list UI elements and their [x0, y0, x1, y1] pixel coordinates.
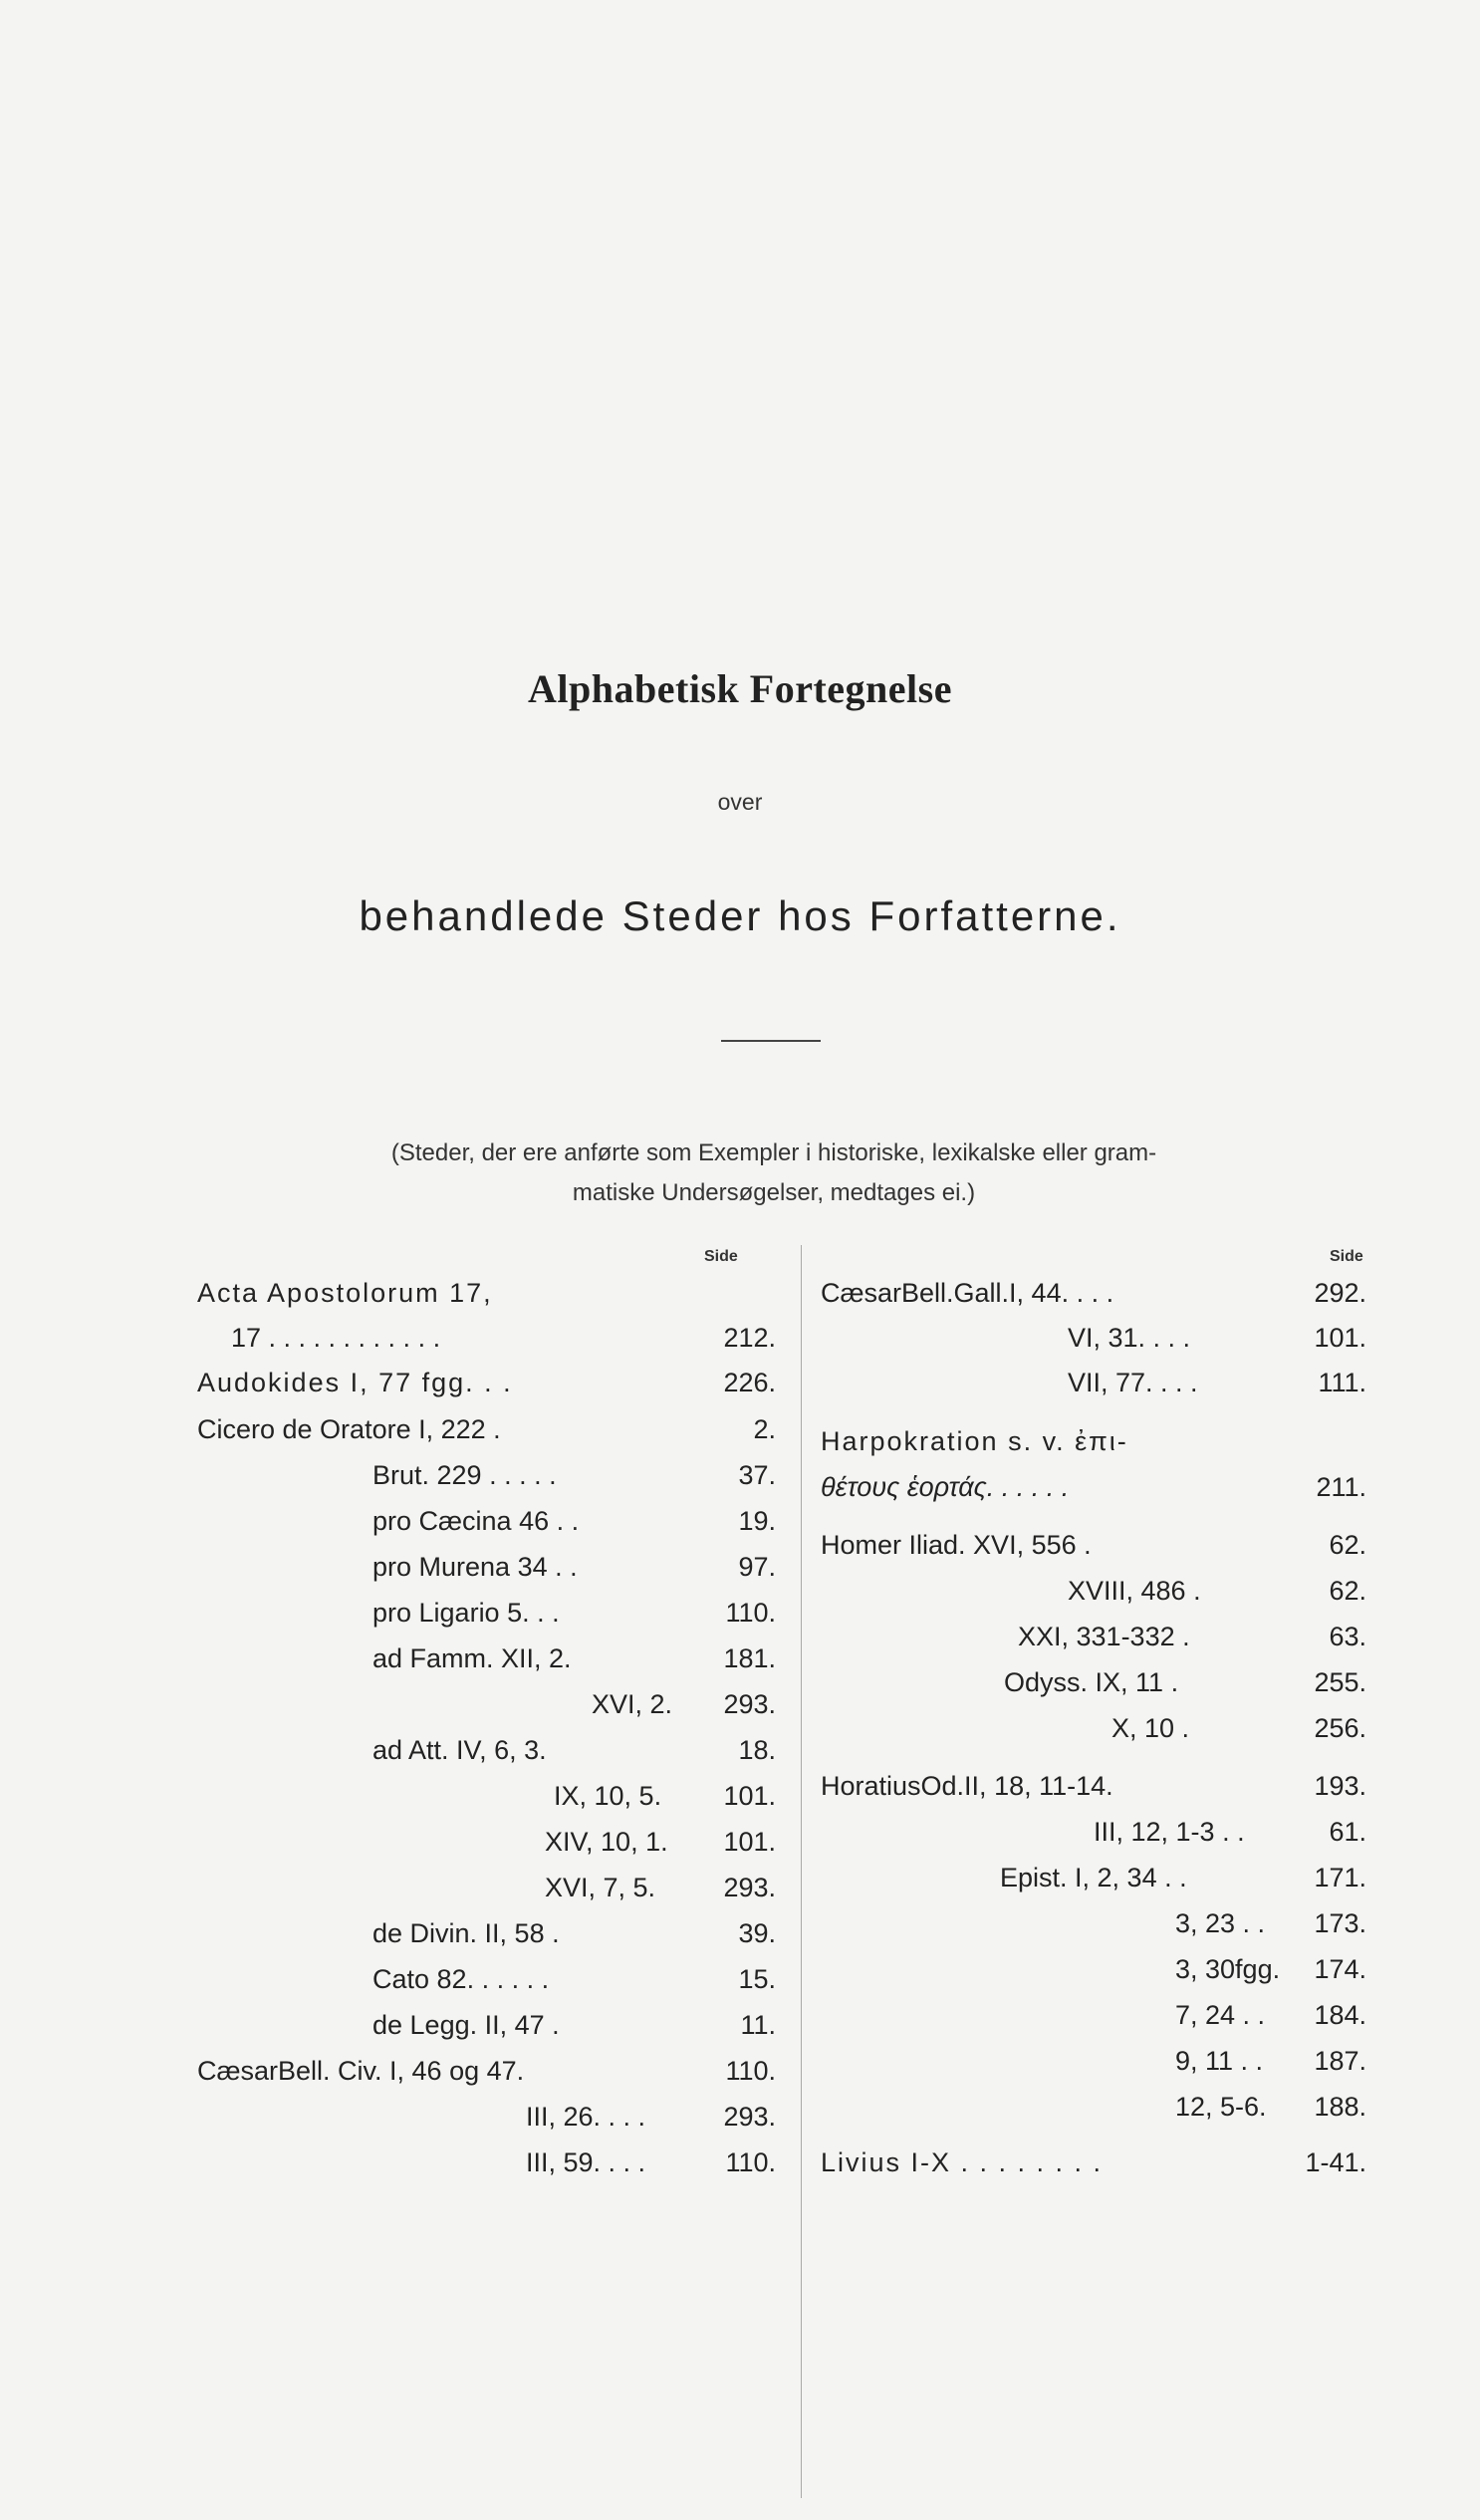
index-entry-text: III, 12, 1-3 . . — [1094, 1817, 1245, 1847]
index-entry-text: CæsarBell.Gall.I, 44. . . . — [821, 1278, 1114, 1308]
index-entry-page: 1-41. — [1305, 2147, 1366, 2177]
index-entry-text: III, 26. . . . — [526, 2102, 646, 2132]
title-divider — [721, 1040, 821, 1042]
index-entry-text: pro Ligario 5. . . — [372, 1598, 560, 1628]
index-entry-page: 15. — [738, 1964, 776, 1994]
index-entry-text: III, 59. . . . — [526, 2147, 646, 2177]
index-entry-text: Brut. 229 . . . . . — [372, 1460, 557, 1490]
index-entry-text: Livius I-X . . . . . . . . — [821, 2147, 1104, 2177]
index-entry-page: 63. — [1329, 1622, 1366, 1651]
index-entry-text: Harpokration s. v. ἐπι- — [821, 1426, 1128, 1456]
index-entry-page: 110. — [725, 2056, 776, 2086]
introductory-note — [211, 1134, 1337, 1213]
page-title: Alphabetisk Fortegnelse — [528, 666, 952, 711]
index-entry-text: IX, 10, 5. — [554, 1781, 662, 1811]
index-entry-page: 11. — [740, 2010, 776, 2040]
index-entry-text: HoratiusOd.II, 18, 11-14. — [821, 1771, 1113, 1801]
index-entry-text: Acta Apostolorum 17, — [197, 1278, 493, 1308]
index-entry-text: pro Murena 34 . . — [372, 1552, 578, 1582]
index-entry-text: XVI, 2. — [592, 1689, 673, 1719]
index-entry-text: ad Famm. XII, 2. — [372, 1643, 572, 1673]
index-entry-page: 19. — [738, 1506, 776, 1536]
index-entry-text: de Divin. II, 58 . — [372, 1918, 560, 1948]
index-entry-page: 101. — [723, 1781, 776, 1811]
note-line-2: matiske Undersøgelser, medtages ei.) — [572, 1179, 976, 1206]
index-entry-page: 255. — [1314, 1667, 1366, 1697]
index-entry-page: 101. — [723, 1827, 776, 1857]
index-entry-text: ad Att. IV, 6, 3. — [372, 1735, 547, 1765]
index-entry-page: 18. — [738, 1735, 776, 1765]
index-entry-page: 174. — [1314, 1954, 1366, 1984]
index-entry-text: de Legg. II, 47 . — [372, 2010, 560, 2040]
index-entry-page: 293. — [723, 2102, 776, 2132]
index-entry-page: 188. — [1314, 2092, 1366, 2122]
title-connector: over — [717, 789, 763, 815]
index-entry-text: X, 10 . — [1111, 1713, 1190, 1743]
index-entry-text: Epist. I, 2, 34 . . — [1000, 1863, 1187, 1892]
index-entry-page: 101. — [1314, 1323, 1366, 1353]
index-entry-page: 187. — [1314, 2046, 1366, 2076]
index-entry-text: CæsarBell. Civ. I, 46 og 47. — [197, 2056, 525, 2086]
index-entry-page: 184. — [1314, 2000, 1366, 2030]
index-entry-page: 212. — [723, 1323, 776, 1353]
index-entry-page: 39. — [738, 1918, 776, 1948]
index-entry-text: Odyss. IX, 11 . — [1004, 1667, 1179, 1697]
index-entry-text: XXI, 331-332 . — [1018, 1622, 1190, 1651]
index-entry-text: 7, 24 . . — [1175, 2000, 1266, 2030]
index-entry-page: 293. — [723, 1689, 776, 1719]
side-label-left: Side — [704, 1248, 738, 1265]
index-entry-text: pro Cæcina 46 . . — [372, 1506, 580, 1536]
index-entry-page: 62. — [1329, 1576, 1366, 1606]
index-entry-page: 111. — [1318, 1368, 1366, 1397]
index-entry-text: XVI, 7, 5. — [545, 1873, 656, 1902]
index-entry-text: VI, 31. . . . — [1068, 1323, 1191, 1353]
index-entry-text: θέτους ἑορτάς. . . . . . — [821, 1472, 1070, 1502]
index-entry-text: 17 . . . . . . . . . . . . — [231, 1323, 441, 1353]
index-entry-text: VII, 77. . . . — [1068, 1368, 1198, 1397]
index-entry-page: 226. — [723, 1368, 776, 1397]
index-entry-text: Cicero de Oratore I, 222 . — [197, 1414, 501, 1444]
index-entry-page: 37. — [738, 1460, 776, 1490]
index-entry-page: 293. — [723, 1873, 776, 1902]
index-entry-page: 181. — [723, 1643, 776, 1673]
index-entry-text: XVIII, 486 . — [1068, 1576, 1201, 1606]
note-line-1: (Steder, der ere anførte som Exempler i historiske, lexikalske eller gram- — [390, 1139, 1157, 1166]
index-entry-text: 9, 11 . . — [1175, 2046, 1264, 2076]
index-entry-text: 3, 23 . . — [1175, 1908, 1266, 1938]
index-entry-page: 173. — [1314, 1908, 1366, 1938]
index-entry-page: 193. — [1314, 1771, 1366, 1801]
index-entry-text: Cato 82. . . . . . — [372, 1964, 550, 1994]
index-entry-page: 256. — [1314, 1713, 1366, 1743]
index-entry-page: 62. — [1329, 1530, 1366, 1560]
index-entry-text: Audokides I, 77 fgg. . . — [197, 1368, 513, 1397]
index-entry-page: 61. — [1329, 1817, 1366, 1847]
index-entry-page: 2. — [753, 1414, 776, 1444]
index-entry-page: 110. — [725, 2147, 776, 2177]
index-entry-page: 110. — [725, 1598, 776, 1628]
page-subtitle: behandlede Steder hos Forfatterne. — [359, 892, 1121, 939]
index-entry-page: 97. — [738, 1552, 776, 1582]
column-divider — [801, 1245, 802, 2498]
side-label-right: Side — [1330, 1248, 1363, 1265]
index-entry-text: Homer Iliad. XVI, 556 . — [821, 1530, 1092, 1560]
index-entry-page: 171. — [1314, 1863, 1366, 1892]
index-entry-page: 292. — [1314, 1278, 1366, 1308]
index-entry-text: 12, 5-6. — [1175, 2092, 1267, 2122]
index-entry-page: 211. — [1316, 1472, 1366, 1502]
index-entry-text: XIV, 10, 1. — [545, 1827, 668, 1857]
index-entry-text: 3, 30fgg. — [1175, 1954, 1281, 1984]
